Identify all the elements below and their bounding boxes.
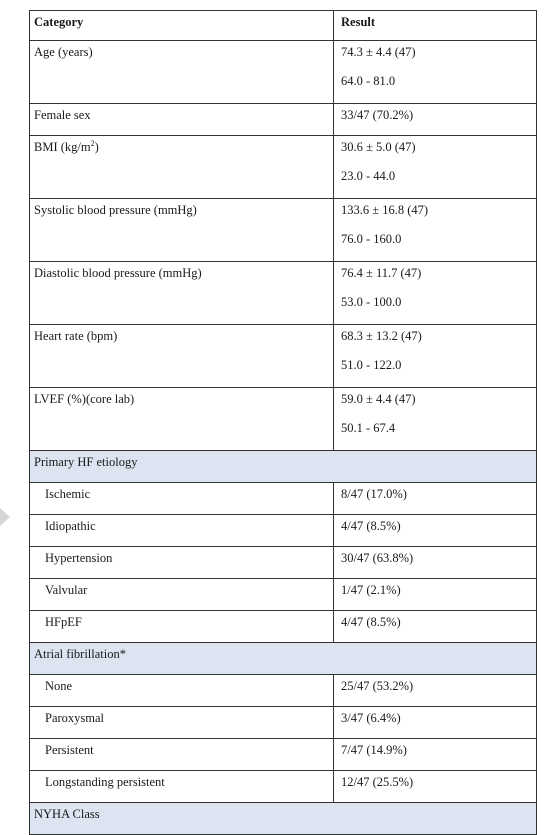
row-value: 33/47 (70.2%) xyxy=(334,104,537,136)
row-label xyxy=(30,136,334,199)
table-row xyxy=(30,388,537,451)
row-value: 25/47 (53.2%) xyxy=(334,675,537,707)
mean-sd: 68.3 ± 13.2 (47) xyxy=(341,329,422,343)
row-label: Diastolic blood pressure (mmHg) xyxy=(30,262,334,325)
row-label: Female sex xyxy=(30,104,334,136)
header-category: Category xyxy=(30,11,334,41)
table-row xyxy=(30,104,537,136)
row-label: Systolic blood pressure (mmHg) xyxy=(30,199,334,262)
row-value: 4/47 (8.5%) xyxy=(334,611,537,643)
table-row xyxy=(30,41,537,104)
bmi-label-end: ) xyxy=(94,140,99,154)
row-label: Paroxysmal xyxy=(30,707,334,739)
row-value: 7/47 (14.9%) xyxy=(334,739,537,771)
range: 51.0 - 122.0 xyxy=(341,358,402,372)
row-label: Valvular xyxy=(30,579,334,611)
section-header-row xyxy=(30,451,537,483)
row-label: Persistent xyxy=(30,739,334,771)
row-label: Longstanding persistent xyxy=(30,771,334,803)
table-row xyxy=(30,483,537,515)
row-value: 8/47 (17.0%) xyxy=(334,483,537,515)
row-label: HFpEF xyxy=(30,611,334,643)
header-result: Result xyxy=(334,11,537,41)
row-value: 4/47 (8.5%) xyxy=(334,515,537,547)
row-value xyxy=(334,41,537,104)
mean-sd: 59.0 ± 4.4 (47) xyxy=(341,392,416,406)
range: 53.0 - 100.0 xyxy=(341,295,402,309)
row-value: 12/47 (25.5%) xyxy=(334,771,537,803)
table-row xyxy=(30,136,537,199)
table-row xyxy=(30,515,537,547)
row-value: 30/47 (63.8%) xyxy=(334,547,537,579)
row-label: None xyxy=(30,675,334,707)
table-row xyxy=(30,262,537,325)
table-row xyxy=(30,611,537,643)
table-row xyxy=(30,547,537,579)
mean-sd: 30.6 ± 5.0 (47) xyxy=(341,140,416,154)
mean-sd: 133.6 ± 16.8 (47) xyxy=(341,203,429,217)
bmi-label-sup: 2 xyxy=(90,138,95,148)
table-row xyxy=(30,707,537,739)
range: 76.0 - 160.0 xyxy=(341,232,402,246)
row-label: Heart rate (bpm) xyxy=(30,325,334,388)
table-header-row xyxy=(30,11,537,41)
table-row xyxy=(30,771,537,803)
row-label: Age (years) xyxy=(30,41,334,104)
row-value xyxy=(334,388,537,451)
baseline-characteristics-table xyxy=(29,10,537,835)
row-label: Idiopathic xyxy=(30,515,334,547)
table-row xyxy=(30,739,537,771)
row-label: Hypertension xyxy=(30,547,334,579)
table-row xyxy=(30,325,537,388)
section-header-row xyxy=(30,803,537,835)
section-title: NYHA Class xyxy=(30,803,537,835)
row-value: 3/47 (6.4%) xyxy=(334,707,537,739)
section-title: Primary HF etiology xyxy=(30,451,537,483)
row-label: Ischemic xyxy=(30,483,334,515)
row-value xyxy=(334,199,537,262)
row-value xyxy=(334,136,537,199)
mean-sd: 74.3 ± 4.4 (47) xyxy=(341,45,416,59)
range: 64.0 - 81.0 xyxy=(341,74,396,88)
row-value xyxy=(334,325,537,388)
table-row xyxy=(30,579,537,611)
row-label: LVEF (%)(core lab) xyxy=(30,388,334,451)
row-value xyxy=(334,262,537,325)
side-collapse-arrow-icon[interactable] xyxy=(0,508,10,526)
bmi-label: BMI (kg/m xyxy=(34,140,91,154)
mean-sd: 76.4 ± 11.7 (47) xyxy=(341,266,422,280)
range: 23.0 - 44.0 xyxy=(341,169,396,183)
section-header-row xyxy=(30,643,537,675)
section-title: Atrial fibrillation* xyxy=(30,643,537,675)
table-row xyxy=(30,675,537,707)
row-value: 1/47 (2.1%) xyxy=(334,579,537,611)
table-row xyxy=(30,199,537,262)
range: 50.1 - 67.4 xyxy=(341,421,396,435)
